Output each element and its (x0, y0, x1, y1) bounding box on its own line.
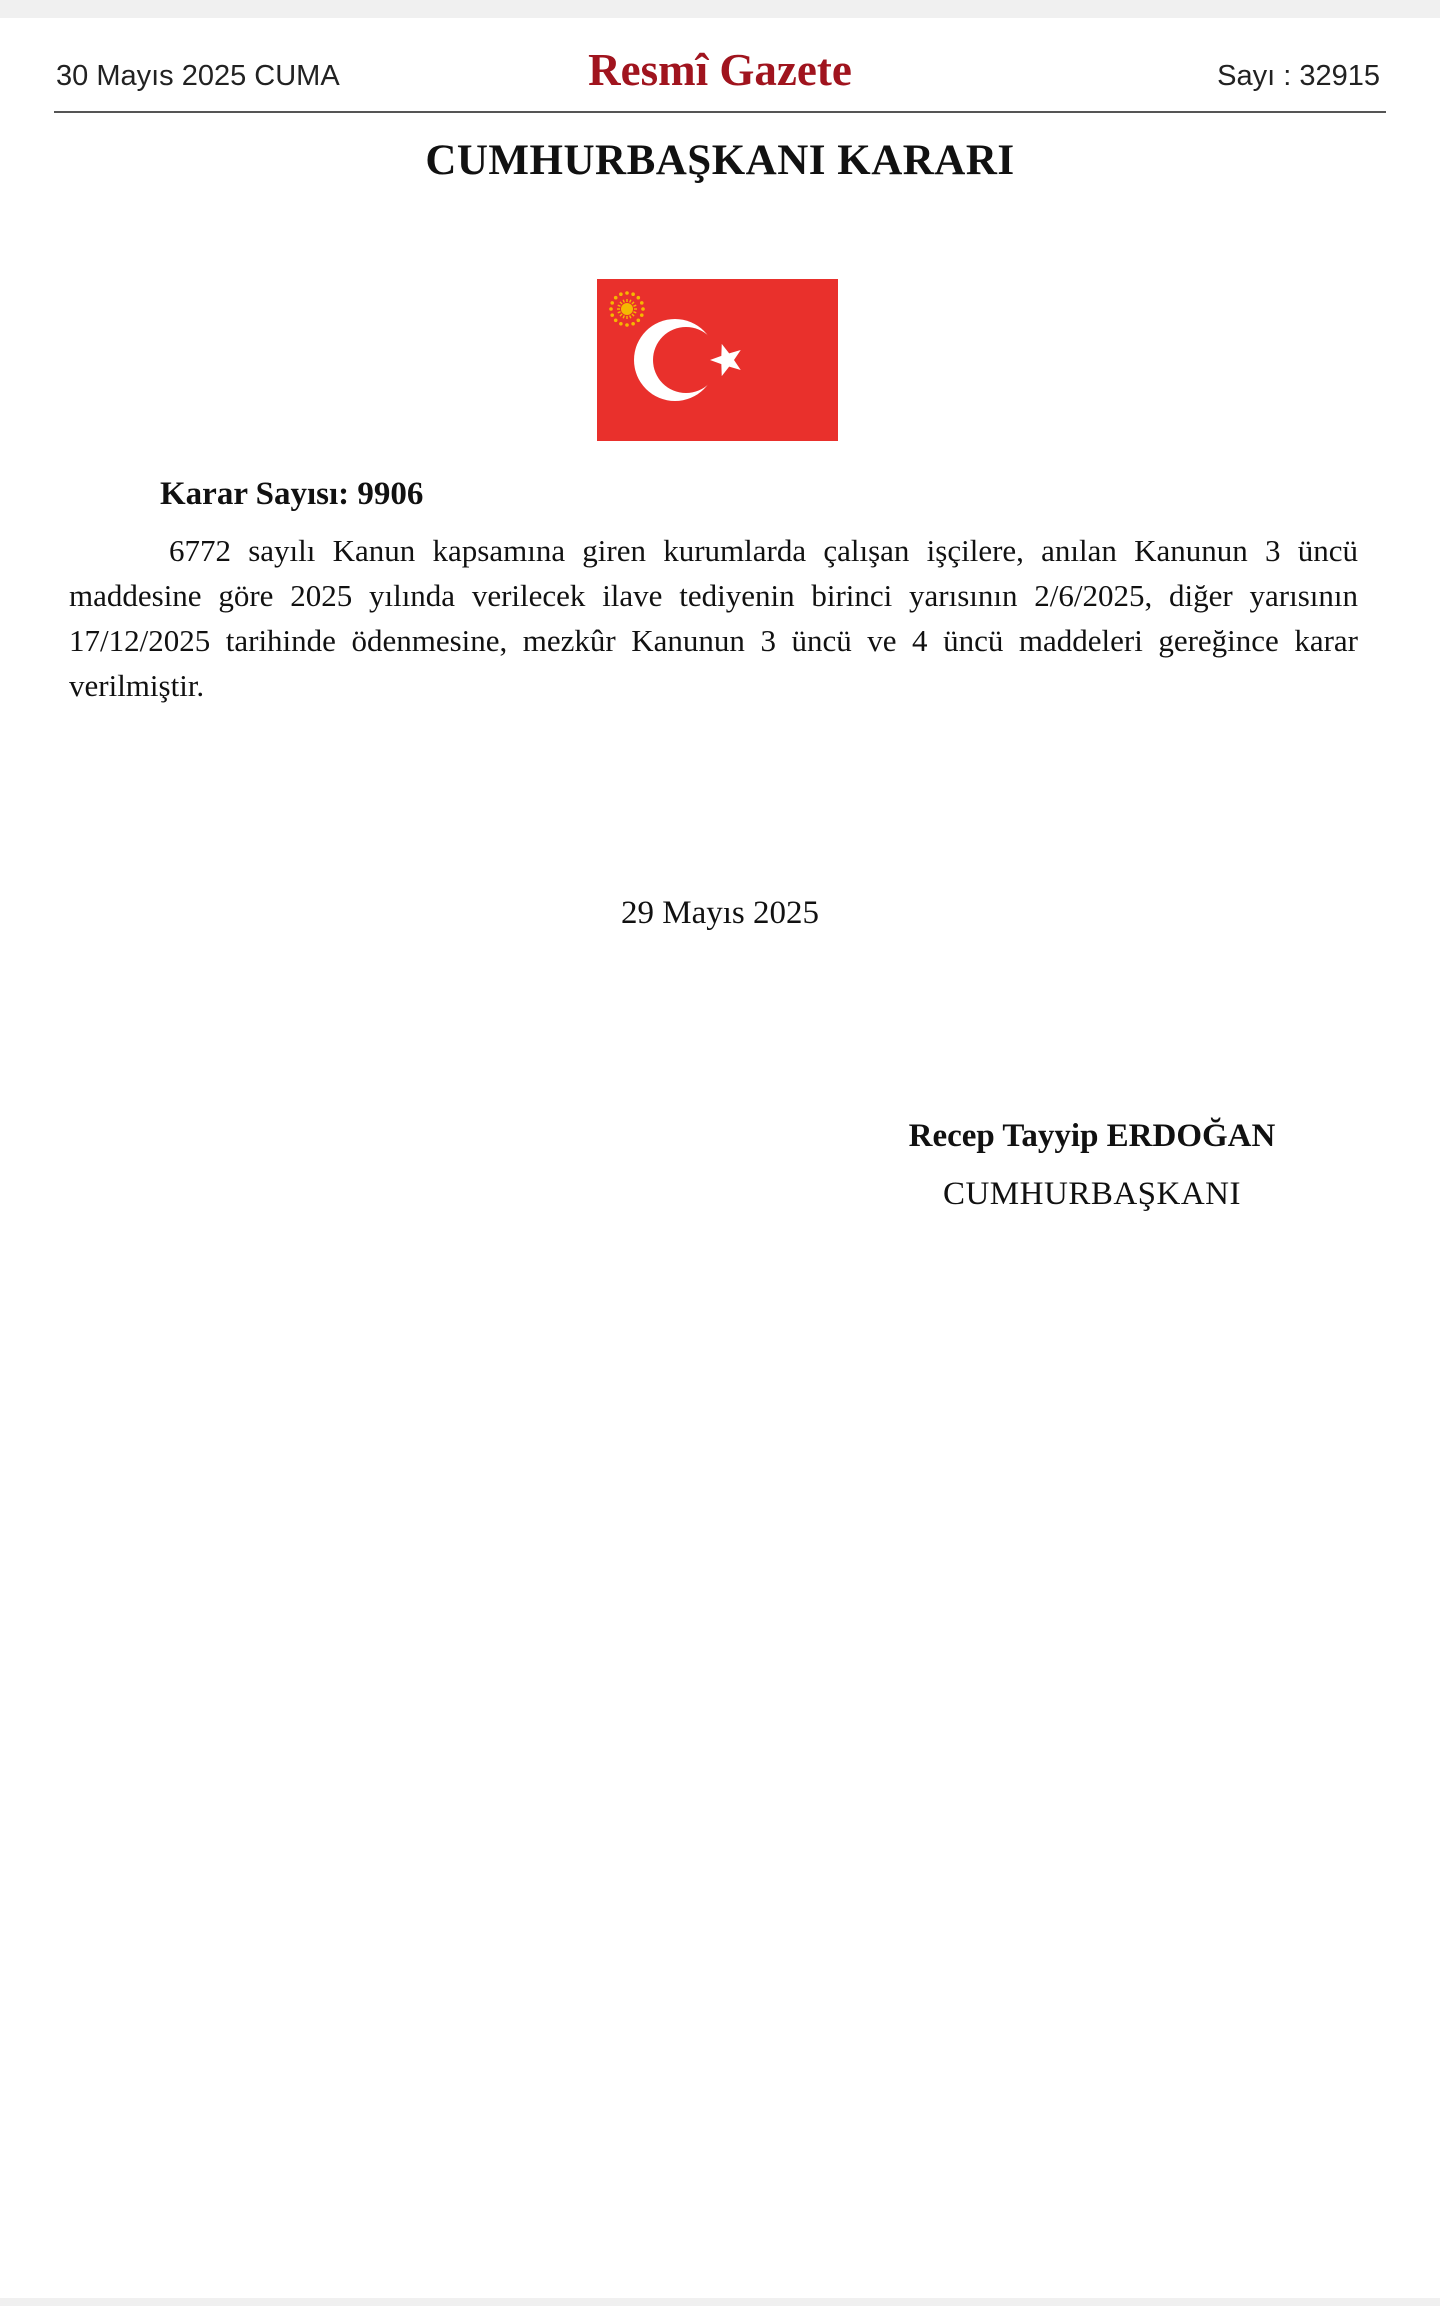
turkish-flag-icon (597, 279, 838, 441)
seal-star (631, 322, 635, 326)
decision-number: Karar Sayısı: 9906 (160, 476, 424, 512)
signature-date: 29 Mayıs 2025 (621, 895, 819, 931)
seal-star (631, 292, 635, 296)
header-divider (54, 111, 1386, 113)
signatory-name: Recep Tayyip ERDOĞAN (908, 1118, 1276, 1154)
seal-star (610, 313, 614, 317)
gazette-title: Resmî Gazete (588, 45, 852, 95)
seal-star (625, 323, 629, 327)
seal-star (640, 313, 644, 317)
document-heading: CUMHURBAŞKANI KARARI (425, 137, 1015, 184)
crescent-inner (653, 327, 719, 393)
seal-star (625, 291, 629, 295)
gazette-page (0, 18, 1440, 2298)
seal-star (614, 296, 618, 300)
seal-star (619, 322, 623, 326)
seal-star (640, 301, 644, 305)
header-issue-number: Sayı : 32915 (1217, 60, 1380, 92)
decision-body: 6772 sayılı Kanun kapsamına giren kurumlarda çalışan işçilere, anılan Kanunun 3 üncü maddesine göre 2025 yılında verilecek ilave tediyenin birinci yarısının 2/6/2025, diğer yarısının 17/12/2025 tarihinde ödenmesine, mezkûr Kanunun 3 üncü ve 4 üncü maddeleri gereğince karar verilmiştir. (69, 533, 1358, 703)
seal-star (619, 292, 623, 296)
seal-star (641, 307, 645, 311)
seal-star (614, 319, 618, 323)
seal-star (637, 296, 641, 300)
signatory-title: CUMHURBAŞKANI (942, 1176, 1242, 1212)
header-date: 30 Mayıs 2025 CUMA (56, 60, 340, 92)
seal-star (609, 307, 613, 311)
seal-star (637, 319, 641, 323)
seal-sun (621, 303, 633, 315)
seal-star (610, 301, 614, 305)
